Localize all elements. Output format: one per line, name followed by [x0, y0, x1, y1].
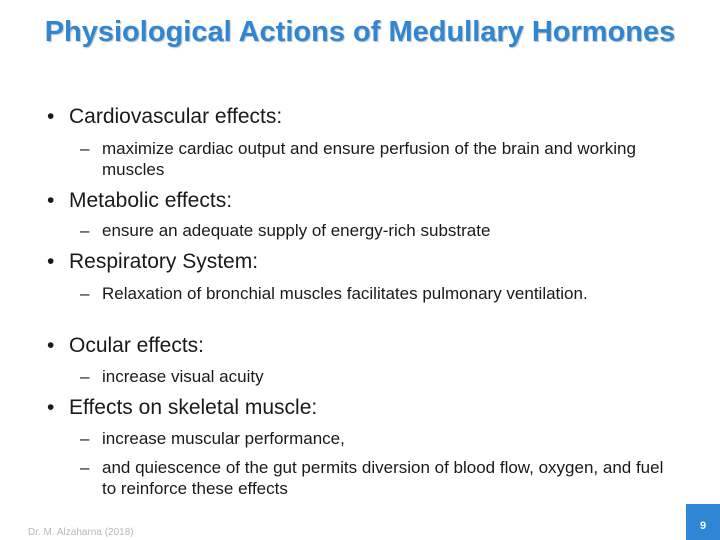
- dash-icon: –: [80, 139, 90, 158]
- sub-bullet-text: Relaxation of bronchial muscles facilitates pulmonary ventilation.: [102, 284, 588, 303]
- dash-icon: –: [80, 367, 90, 386]
- sub-bullet: [80, 138, 680, 180]
- dash-icon: –: [80, 284, 90, 303]
- bullet-heading: Effects on skeletal muscle:: [69, 396, 318, 419]
- sub-bullet: [80, 283, 680, 304]
- slide-title: Physiological Actions of Medullary Hormones: [44, 16, 676, 48]
- sub-bullet-text: and quiescence of the gut permits diversion of blood flow, oxygen, and fuel to reinforce these effects: [102, 458, 664, 498]
- bullet-dot-icon: •: [47, 334, 55, 357]
- bullet-heading: Cardiovascular effects:: [69, 105, 283, 128]
- dash-icon: –: [80, 221, 90, 240]
- dash-icon: –: [80, 458, 90, 477]
- page-number: 9: [699, 520, 707, 532]
- bullet-heading: Respiratory System:: [69, 250, 259, 273]
- bullet-dot-icon: •: [47, 105, 55, 128]
- bullet-dot-icon: •: [47, 250, 55, 273]
- sub-bullet: [80, 428, 680, 449]
- bullet-dot-icon: •: [47, 189, 55, 212]
- bullet-heading: Metabolic effects:: [69, 189, 233, 212]
- sub-bullet: [80, 457, 680, 499]
- sub-bullet-text: ensure an adequate supply of energy-rich substrate: [102, 221, 491, 240]
- sub-bullet-text: increase muscular performance,: [102, 429, 345, 448]
- sub-bullet: [80, 220, 680, 241]
- sub-bullet-text: increase visual acuity: [102, 367, 264, 386]
- sub-bullet-text: maximize cardiac output and ensure perfusion of the brain and working muscles: [102, 139, 636, 179]
- bullet-heading: Ocular effects:: [69, 334, 205, 357]
- footer-author: Dr. M. Alzaharna (2018): [28, 527, 134, 538]
- dash-icon: –: [80, 429, 90, 448]
- bullet-dot-icon: •: [47, 396, 55, 419]
- sub-bullet: [80, 366, 680, 387]
